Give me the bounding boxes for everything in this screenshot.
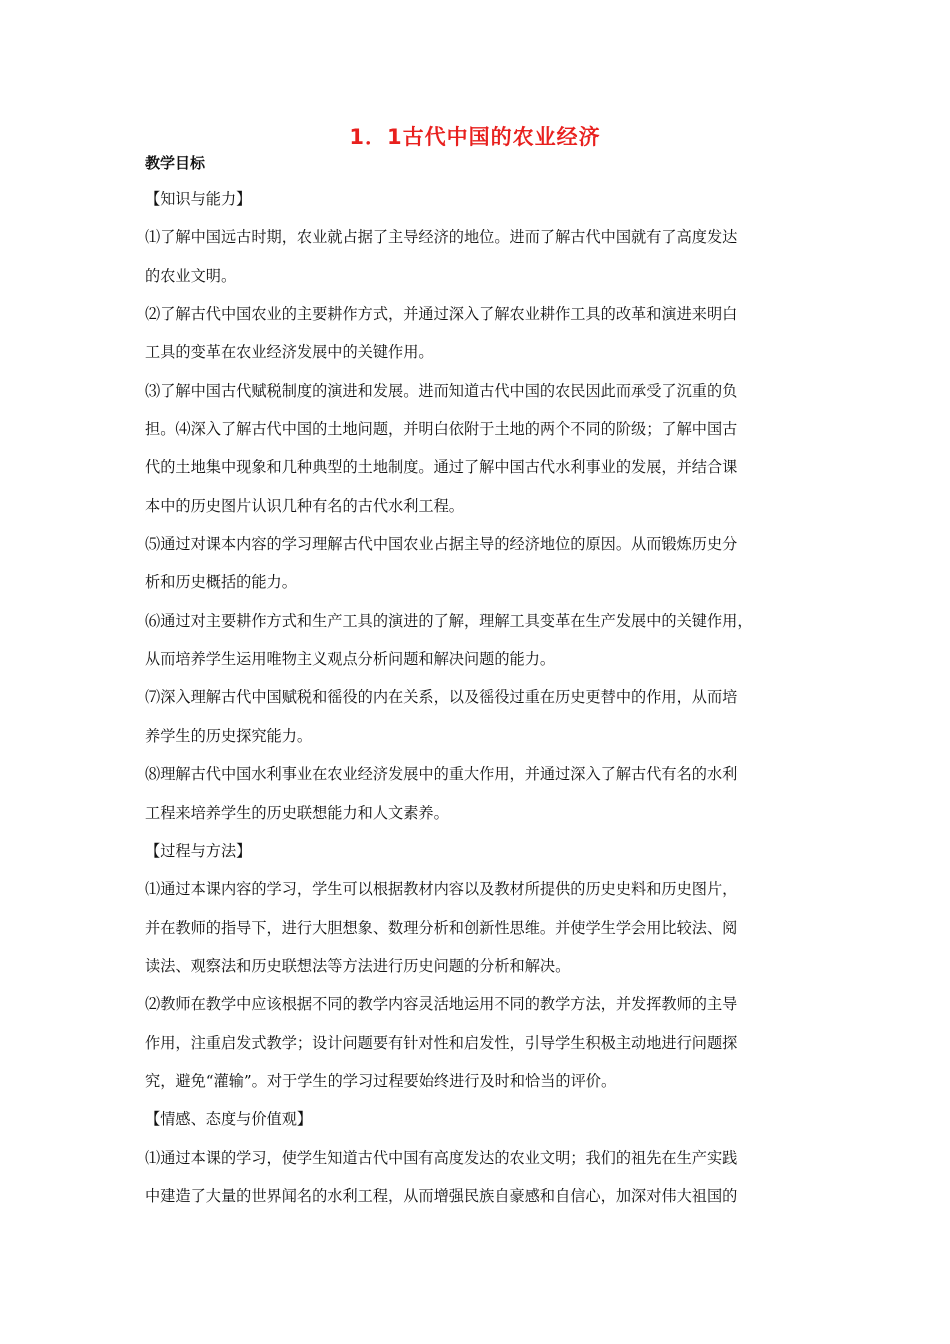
text-line: 担。⑷深入了解古代中国的土地问题，并明白依附于土地的两个不同的阶级；了解中国古	[145, 420, 738, 439]
text-line: 代的土地集中现象和几种典型的土地制度。通过了解中国古代水利事业的发展，并结合课	[145, 458, 738, 477]
text-line: 作用，注重启发式教学；设计问题要有针对性和启发性，引导学生积极主动地进行问题探	[145, 1033, 738, 1052]
text-line: ⑴了解中国远古时期，农业就占据了主导经济的地位。进而了解古代中国就有了高度发达	[145, 228, 738, 247]
text-line: 的农业文明。	[145, 266, 237, 285]
text-line: 中建造了大量的世界闻名的水利工程，从而增强民族自豪感和自信心，加深对伟大祖国的	[145, 1186, 738, 1205]
text-line: 【过程与方法】	[145, 841, 252, 860]
text-line: 究，避免“灌输”。对于学生的学习过程要始终进行及时和恰当的评价。	[145, 1071, 617, 1090]
text-line: 本中的历史图片认识几种有名的古代水利工程。	[145, 496, 464, 515]
text-line: 工程来培养学生的历史联想能力和人文素养。	[145, 803, 449, 822]
text-line: ⑶了解中国古代赋税制度的演进和发展。进而知道古代中国的农民因此而承受了沉重的负	[145, 381, 738, 400]
text-line: ⑵教师在教学中应该根据不同的教学内容灵活地运用不同的教学方法，并发挥教师的主导	[145, 995, 738, 1014]
text-line: 养学生的历史探究能力。	[145, 726, 313, 745]
text-line: ⑸通过对课本内容的学习理解古代中国农业占据主导的经济地位的原因。从而锻炼历史分	[145, 535, 738, 554]
text-line: ⑴通过本课的学习，使学生知道古代中国有高度发达的农业文明；我们的祖先在生产实践	[145, 1148, 738, 1167]
text-line: ⑺深入理解古代中国赋税和徭役的内在关系，以及徭役过重在历史更替中的作用，从而培	[145, 688, 738, 707]
document-body	[145, 186, 810, 1221]
text-line: ⑻理解古代中国水利事业在农业经济发展中的重大作用，并通过深入了解古代有名的水利	[145, 765, 738, 784]
text-line: ⑹通过对主要耕作方式和生产工具的演进的了解，理解工具变革在生产发展中的关键作用，	[145, 611, 753, 630]
text-line: 析和历史概括的能力。	[145, 573, 297, 592]
text-line: ⑵了解古代中国农业的主要耕作方式，并通过深入了解农业耕作工具的改革和演进来明白	[145, 305, 738, 324]
text-line: 从而培养学生运用唯物主义观点分析问题和解决问题的能力。	[145, 650, 556, 669]
section-heading: 教学目标	[145, 154, 206, 172]
text-line: 读法、观察法和历史联想法等方法进行历史问题的分析和解决。	[145, 956, 571, 975]
text-line: ⑴通过本课内容的学习，学生可以根据教材内容以及教材所提供的历史史料和历史图片，	[145, 880, 738, 899]
text-line: 【知识与能力】	[145, 190, 252, 208]
text-line: 并在教师的指导下，进行大胆想象、数理分析和创新性思维。并使学生学会用比较法、阅	[145, 918, 738, 937]
document-title: 1．1古代中国的农业经济	[349, 125, 601, 149]
text-line: 【情感、态度与价值观】	[145, 1110, 313, 1129]
text-line: 工具的变革在农业经济发展中的关键作用。	[145, 343, 434, 362]
